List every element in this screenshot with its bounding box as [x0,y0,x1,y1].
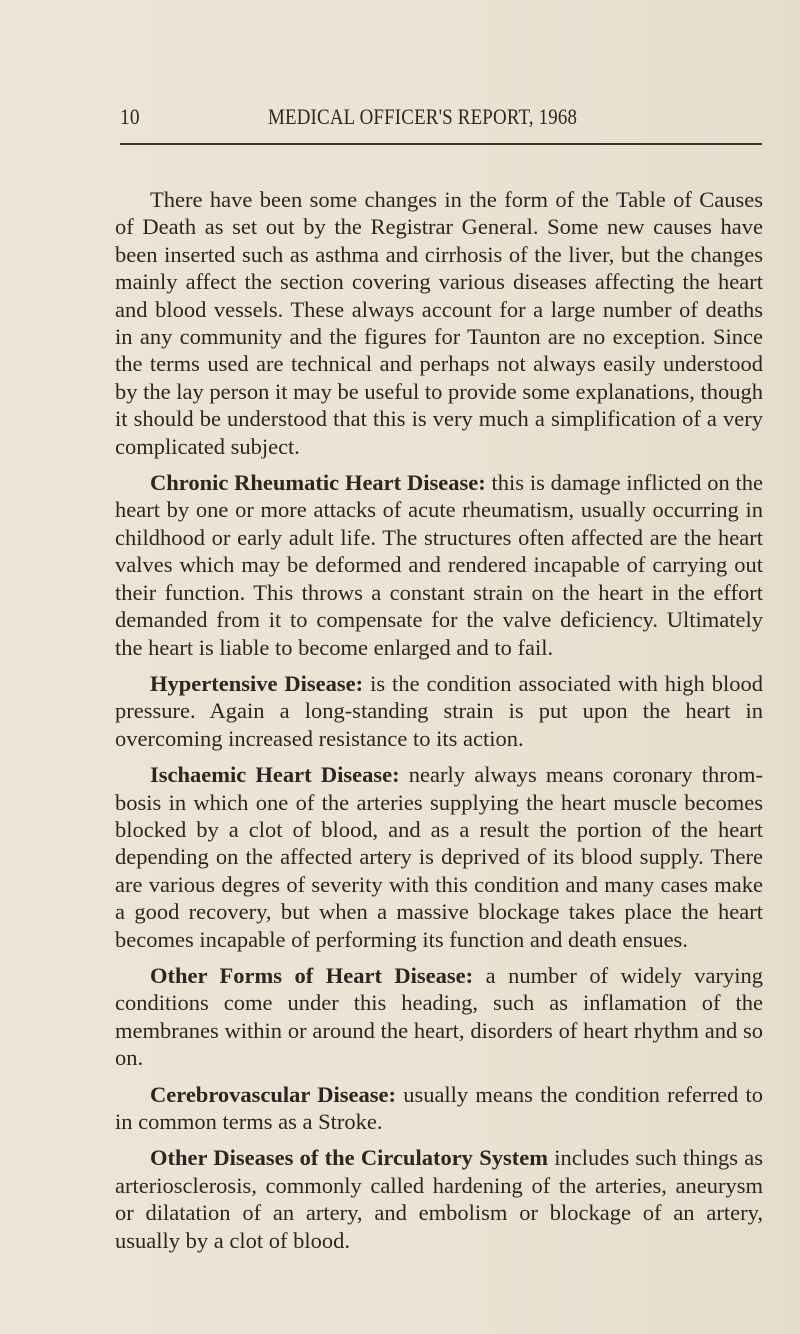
term-heading: Hypertensive Disease: [150,670,364,696]
running-title: MEDICAL OFFICER'S REPORT, 1968 [268,104,578,129]
body-text [115,186,763,1263]
paragraph-text: There have been some changes in the form of the Table of Causes of Death as set out by the Registrar General. Some new causes have been inserted such as asthma and cirrhosis of the liver, but the changes mainly affect the section covering various diseases affecting the heart and blood vessels. These always account for a large number of deaths in any community and the figures for Taunton are no exception. Since the terms used are technical and perhaps not always easily understood by the lay person it may be useful to provide some explanations, though it should be understood that this is very much a simplification of a very complicated subject. [115,187,763,459]
term-heading: Cerebrovascular Disease: [150,1081,396,1107]
paragraph-chronic-rheumatic [115,469,763,661]
paragraph-hypertensive [115,670,763,752]
paragraph-cerebrovascular [115,1081,763,1136]
paragraph-intro [115,186,763,460]
paragraph-text: nearly always means coronary thrombosis in which one of the arteries supplying the heart muscle becomes blocked by a clot of blood, and as a result the portion of the heart depending on the affected artery is deprived of its blood supply. There are various degres of severity with this condition and many cases make a good recovery, but when a massive blockage takes place the heart becomes incapable of performing its function and death ensues. [115,762,763,952]
term-heading: Chronic Rheumatic Heart Disease: [150,470,486,496]
page-number: 10 [120,104,140,129]
header-rule [120,143,762,145]
term-heading: Other Diseases of the Circulatory System [150,1145,548,1171]
paragraph-text: includes such things as arteriosclerosis, commonly called hardening of the arteries, aneurysm or dilatation of an artery, and embolism or blockage of an artery, usually by a clot of blood. [115,1145,763,1253]
paragraph-other-heart [115,962,763,1072]
paragraph-text: usually means the condition referred to in common terms as a Stroke. [115,1081,763,1134]
paragraph-other-circulatory [115,1144,763,1254]
paragraph-text: is the condition associated with high blood pressure. Again a long-standing strain is put upon the heart in overcoming increased resistance to its action. [115,670,764,751]
paragraph-text: a number of widely varying conditions come under this heading, such as inflamation of the membranes within or around the heart, disorders of heart rhythm and so on. [115,962,763,1071]
page-header [120,104,762,134]
term-heading: Ischaemic Heart Disease: [150,762,400,788]
paragraph-ischaemic [115,761,763,953]
paragraph-text: this is damage inflicted on the heart by one or more attacks of acute rheumatism, usually occurring in childhood or early adult life. The structures often affected are the heart valves which may be deformed and rendered incapable of carrying out their function. This throws a constant strain on the heart in the effort demanded from it to compensate for the valve deficiency. Ultimately the heart is liable to become enlarged and to fail. [115,470,763,660]
term-heading: Other Forms of Heart Disease: [150,962,474,988]
